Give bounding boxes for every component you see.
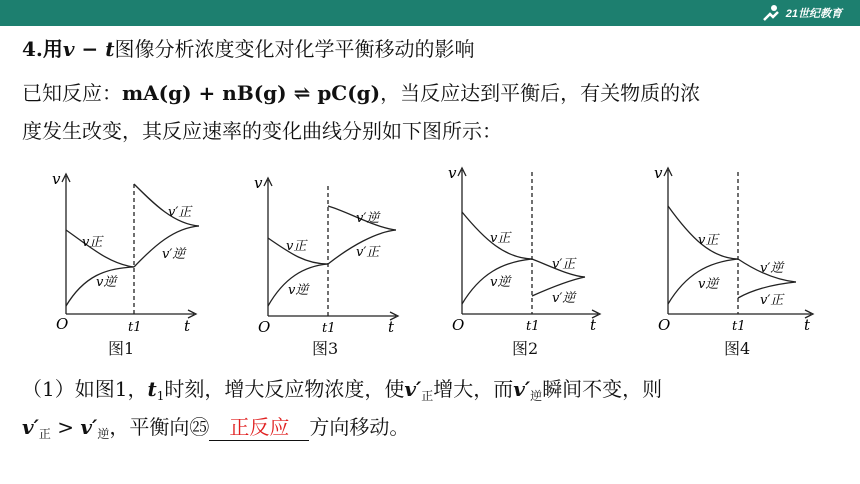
heading-prefix: 用	[42, 37, 63, 61]
question-line-1	[22, 376, 662, 409]
question-reverse-sub-2: 逆	[97, 427, 110, 441]
greater-than: >	[50, 415, 81, 439]
caption-graph-1: 图1	[108, 339, 135, 358]
origin-label: O	[56, 315, 69, 333]
label-v-prime-reverse: v′逆	[760, 261, 784, 276]
label-v-forward: v正	[82, 235, 103, 250]
label-v-reverse: v逆	[698, 277, 719, 292]
question-forward-sub-2: 正	[38, 427, 51, 441]
graph-2	[440, 156, 615, 338]
y-axis-label: v	[448, 164, 457, 182]
label-v-prime-forward: v′正	[356, 245, 380, 260]
x-axis-label: t	[184, 317, 191, 335]
caption-graph-3: 图3	[312, 339, 339, 358]
question-t1: t	[147, 377, 157, 401]
heading-dash: −	[74, 37, 106, 61]
question-v-reverse-2: v′	[80, 415, 98, 439]
question-line2-mid: ，平衡向	[109, 415, 190, 439]
question-prefix: （1）如图1，	[22, 377, 148, 401]
label-v-prime-reverse: v′逆	[552, 291, 576, 306]
t1-label: t1	[128, 320, 142, 335]
logo	[760, 3, 842, 23]
label-v-reverse: v逆	[96, 275, 117, 290]
question-line-2	[22, 414, 409, 447]
question-line2-suffix: 方向移动。	[309, 415, 410, 439]
question-suffix: 瞬间不变，则	[542, 377, 663, 401]
y-axis-label: v	[654, 164, 663, 182]
intro-line-1	[22, 80, 700, 106]
caption-graph-2: 图2	[512, 339, 539, 358]
origin-label: O	[658, 316, 671, 334]
label-v-forward: v正	[286, 239, 307, 254]
t1-label: t1	[732, 319, 746, 334]
header-bar	[0, 0, 860, 26]
label-v-forward: v正	[490, 231, 511, 246]
heading-number: 4.	[22, 37, 43, 61]
label-v-prime-forward: v′正	[760, 293, 784, 308]
intro-prefix: 已知反应：	[22, 81, 122, 105]
graph-4	[646, 156, 826, 338]
intro-line-2: 度发生改变，其反应速率的变化曲线分别如下图所示：	[22, 119, 502, 143]
heading-suffix: 图像分析浓度变化对化学平衡移动的影响	[114, 37, 475, 61]
t1-label: t1	[526, 319, 540, 334]
question-forward-sub: 正	[421, 389, 434, 403]
caption-graph-4: 图4	[724, 339, 751, 358]
label-v-prime-forward: v′正	[552, 257, 576, 272]
question-v-reverse: v′	[513, 377, 531, 401]
label-v-prime-reverse: v′逆	[162, 247, 186, 262]
y-axis-label: v	[52, 170, 61, 188]
label-v-reverse: v逆	[288, 283, 309, 298]
t1-label: t1	[322, 321, 336, 336]
label-v-reverse: v逆	[490, 275, 511, 290]
x-axis-label: t	[804, 316, 811, 334]
logo-text: 21世纪教育	[785, 8, 842, 20]
question-reverse-sub: 逆	[530, 389, 543, 403]
origin-label: O	[452, 316, 465, 334]
question-t1-sub: 1	[156, 389, 165, 403]
intro-suffix: ，当反应达到平衡后，有关物质的浓	[380, 81, 701, 105]
question-mid2: 增大，而	[433, 377, 514, 401]
label-v-prime-forward: v′正	[168, 205, 192, 220]
origin-label: O	[258, 318, 271, 336]
question-v-forward: v′	[404, 377, 422, 401]
x-axis-label: t	[388, 318, 395, 336]
question-v-forward-2: v′	[22, 415, 39, 439]
graph-1	[44, 166, 214, 338]
graph-3	[246, 166, 416, 338]
runner-icon	[760, 4, 782, 22]
reaction-equation: mA(g) + nB(g) ⇌ pC(g)	[122, 81, 381, 105]
heading-var-t: t	[105, 37, 115, 61]
x-axis-label: t	[590, 316, 597, 334]
section-heading	[22, 36, 474, 62]
question-mid: 时刻，增大反应物浓度，使	[164, 377, 405, 401]
heading-var-v: v	[62, 37, 75, 61]
answer-blank: 正反应	[209, 414, 309, 441]
label-v-prime-reverse: v′逆	[356, 211, 380, 226]
blank-number: ㉕	[189, 415, 210, 439]
label-v-forward: v正	[698, 233, 719, 248]
y-axis-label: v	[254, 174, 263, 192]
